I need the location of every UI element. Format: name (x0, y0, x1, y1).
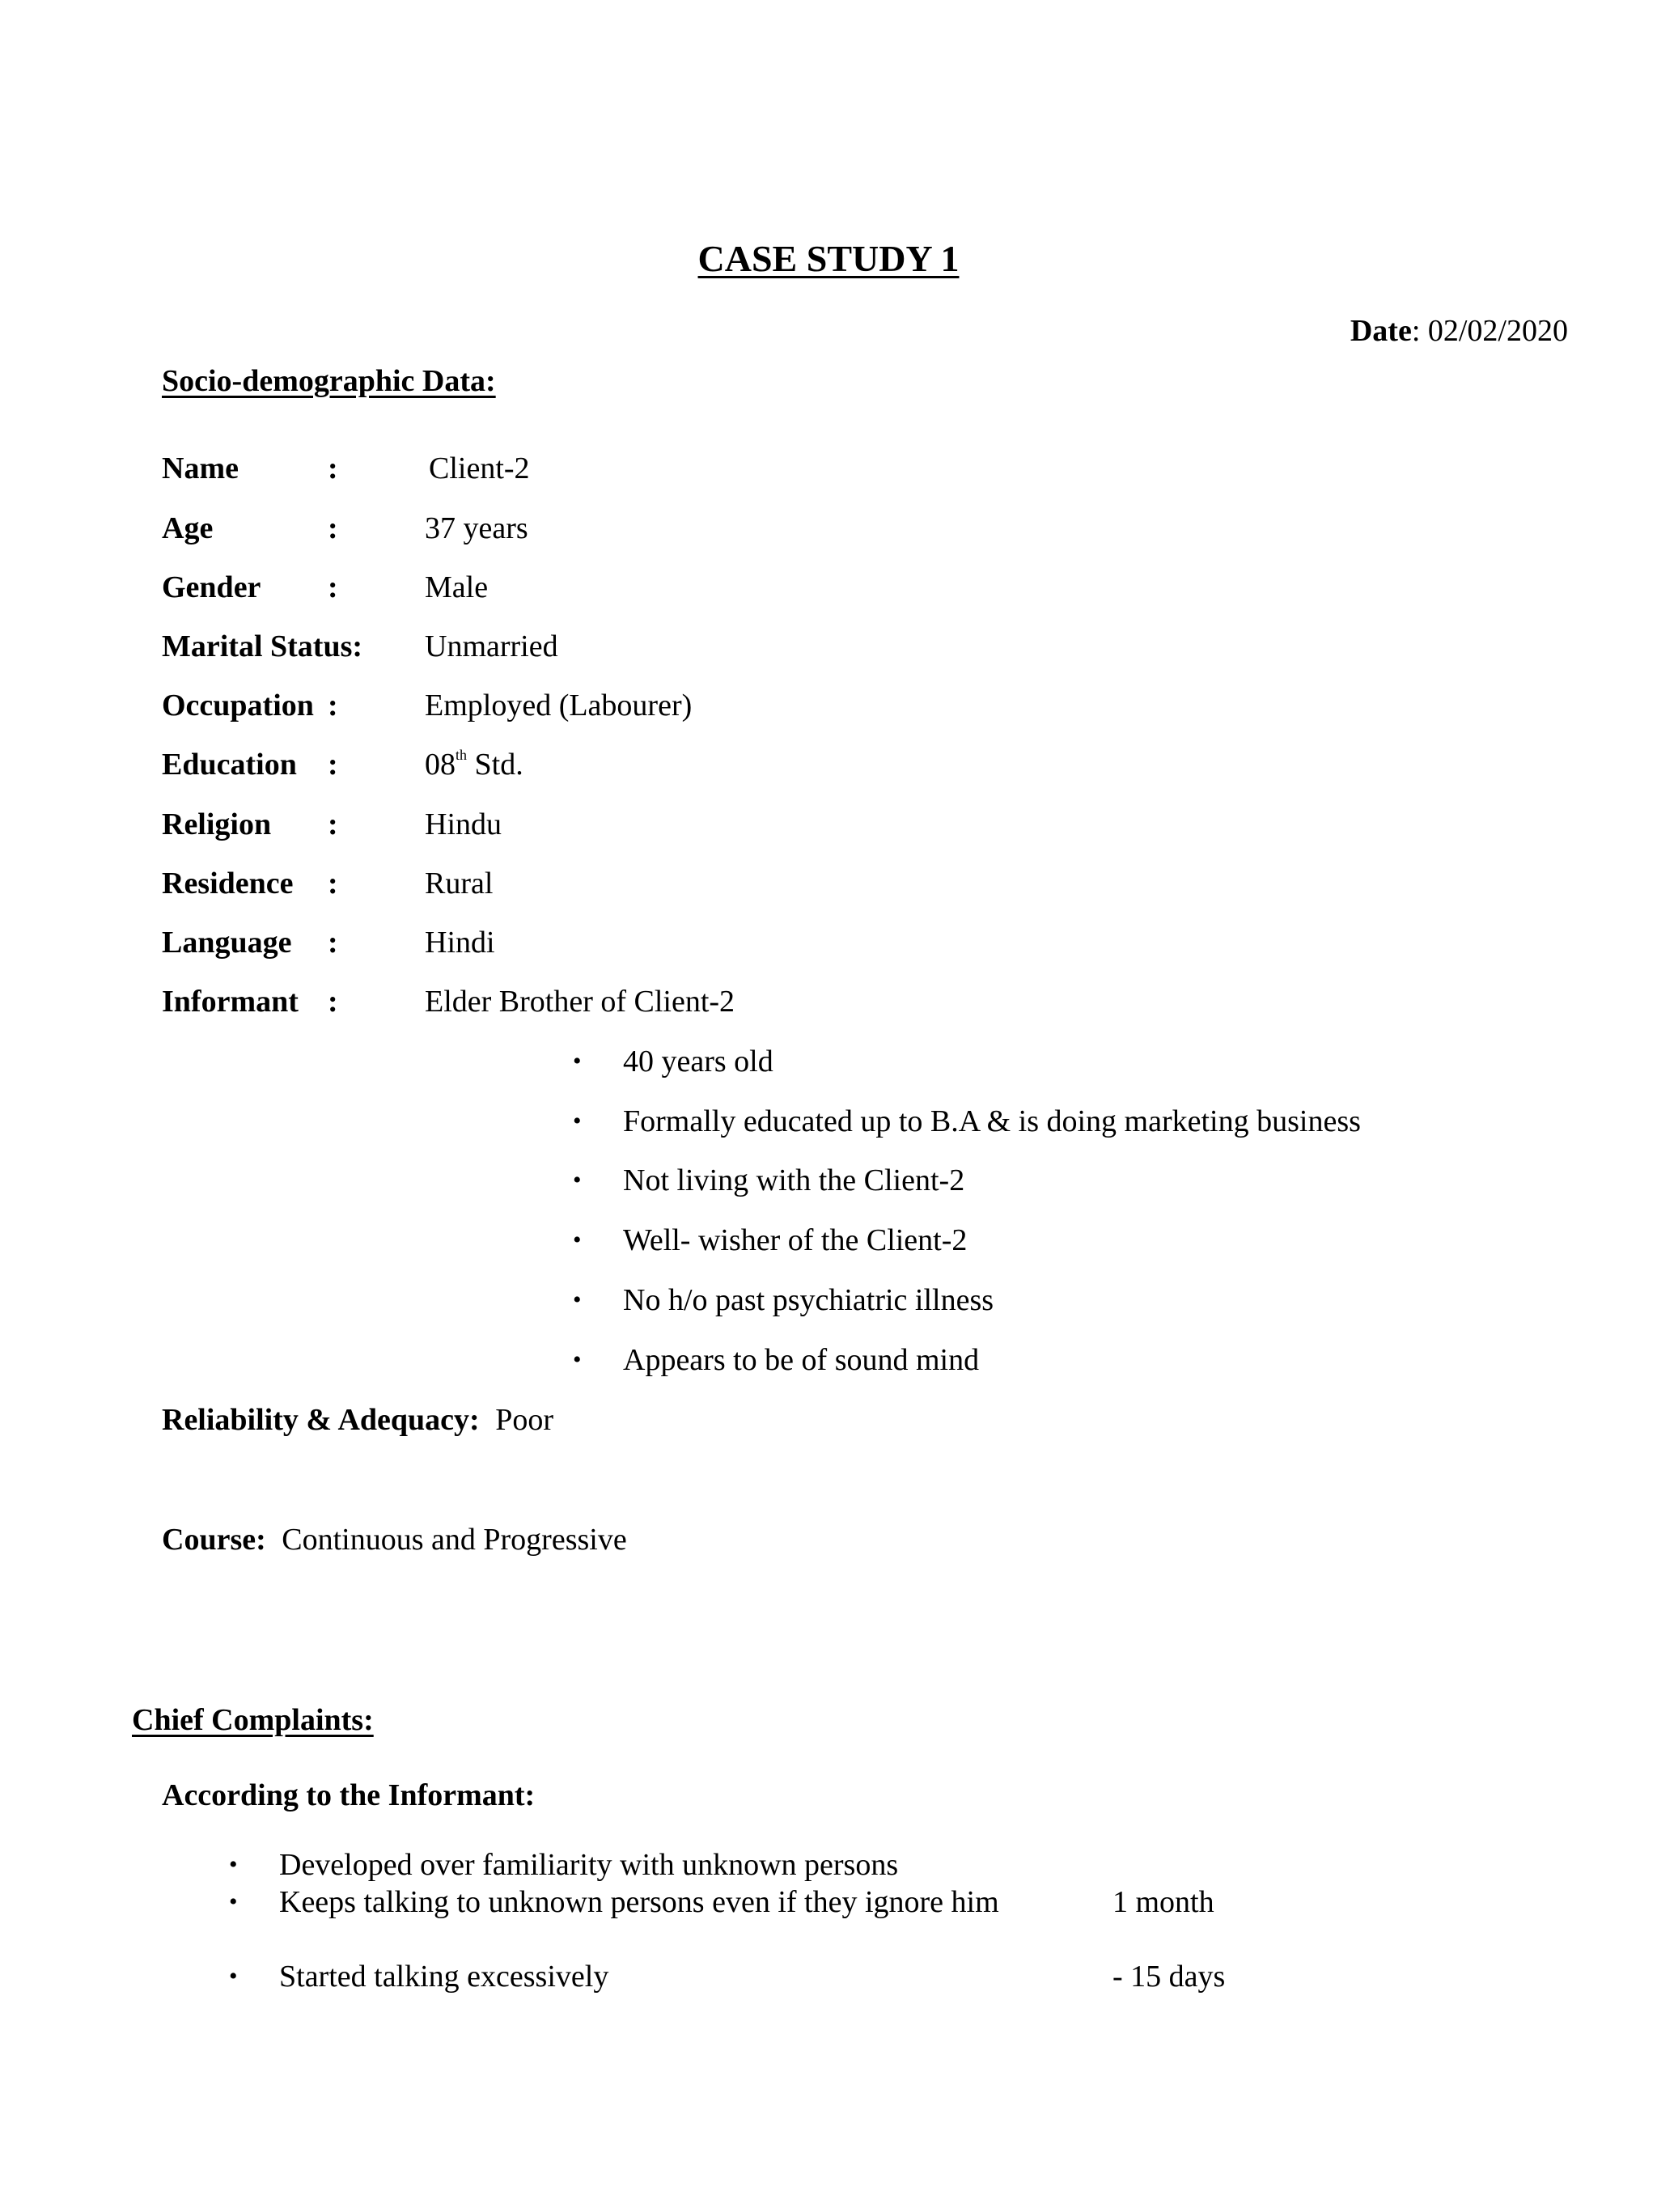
bullet-icon: • (573, 1286, 582, 1313)
field-value-residence: Rural (425, 867, 494, 900)
bullet-icon: • (573, 1346, 582, 1373)
field-value-informant: Elder Brother of Client-2 (425, 985, 735, 1019)
bullet-icon: • (229, 1888, 238, 1915)
field-value-gender: Male (425, 570, 489, 604)
field-value-education (425, 749, 523, 780)
bullet-icon: • (573, 1048, 582, 1074)
complaint-duration: 1 month (1112, 1885, 1214, 1919)
reliability-value: Poor (495, 1403, 553, 1437)
page-title: CASE STUDY 1 (697, 238, 960, 279)
informant-detail-item: Well- wisher of the Client-2 (623, 1223, 968, 1257)
field-colon-name: : (328, 451, 338, 485)
field-colon-age: : (328, 511, 338, 545)
field-label-name: Name (162, 451, 239, 485)
field-colon-language: : (328, 926, 338, 960)
field-value-language: Hindi (425, 926, 495, 960)
field-label-religion: Religion (162, 807, 272, 841)
reliability-row (162, 1405, 553, 1435)
field-colon-occupation: : (328, 689, 338, 723)
education-superscript: th (456, 747, 468, 764)
course-value: Continuous and Progressive (282, 1523, 627, 1557)
according-informant-heading: According to the Informant: (162, 1778, 536, 1812)
course-row (162, 1524, 627, 1555)
reliability-label: Reliability & Adequacy: (162, 1403, 480, 1437)
field-value-religion: Hindu (425, 807, 502, 841)
field-colon-residence: : (328, 867, 338, 900)
field-colon-education: : (328, 748, 338, 782)
informant-detail-item: Appears to be of sound mind (623, 1343, 980, 1377)
field-label-education: Education (162, 748, 297, 782)
date-row (1350, 316, 1568, 346)
field-colon-informant: : (328, 985, 338, 1019)
bullet-icon: • (229, 1963, 238, 1990)
field-value-name: Client-2 (429, 451, 530, 485)
field-label-age: Age (162, 511, 214, 545)
socio-demographic-heading: Socio-demographic Data: (162, 364, 496, 398)
field-colon-religion: : (328, 807, 338, 841)
education-grade: 08 (425, 748, 456, 782)
informant-detail-item: No h/o past psychiatric illness (623, 1283, 994, 1317)
field-value-occupation: Employed (Labourer) (425, 689, 693, 723)
field-label-occupation: Occupation (162, 689, 314, 723)
field-value-marital-status: Unmarried (425, 629, 558, 663)
informant-detail-item: Not living with the Client-2 (623, 1163, 965, 1197)
complaint-text: Developed over familiarity with unknown persons (279, 1848, 899, 1882)
education-suffix: Std. (467, 748, 523, 782)
field-label-residence: Residence (162, 867, 294, 900)
field-value-age: 37 years (425, 511, 528, 545)
field-label-informant: Informant (162, 985, 299, 1019)
field-label-gender: Gender (162, 570, 261, 604)
chief-complaints-heading: Chief Complaints: (132, 1703, 374, 1737)
informant-detail-item: Formally educated up to B.A & is doing marketing business (623, 1104, 1361, 1138)
complaint-text: Started talking excessively (279, 1960, 609, 1994)
field-label-marital-status: Marital Status: (162, 629, 363, 663)
complaint-text: Keeps talking to unknown persons even if they ignore him (279, 1885, 999, 1919)
informant-detail-item: 40 years old (623, 1045, 773, 1078)
date-value: : 02/02/2020 (1411, 314, 1568, 348)
date-label: Date (1350, 314, 1412, 348)
complaint-duration: - 15 days (1112, 1960, 1226, 1994)
field-label-language: Language (162, 926, 292, 960)
bullet-icon: • (573, 1167, 582, 1193)
bullet-icon: • (573, 1227, 582, 1253)
course-label: Course: (162, 1523, 266, 1557)
bullet-icon: • (573, 1108, 582, 1134)
bullet-icon: • (229, 1851, 238, 1878)
field-colon-gender: : (328, 570, 338, 604)
